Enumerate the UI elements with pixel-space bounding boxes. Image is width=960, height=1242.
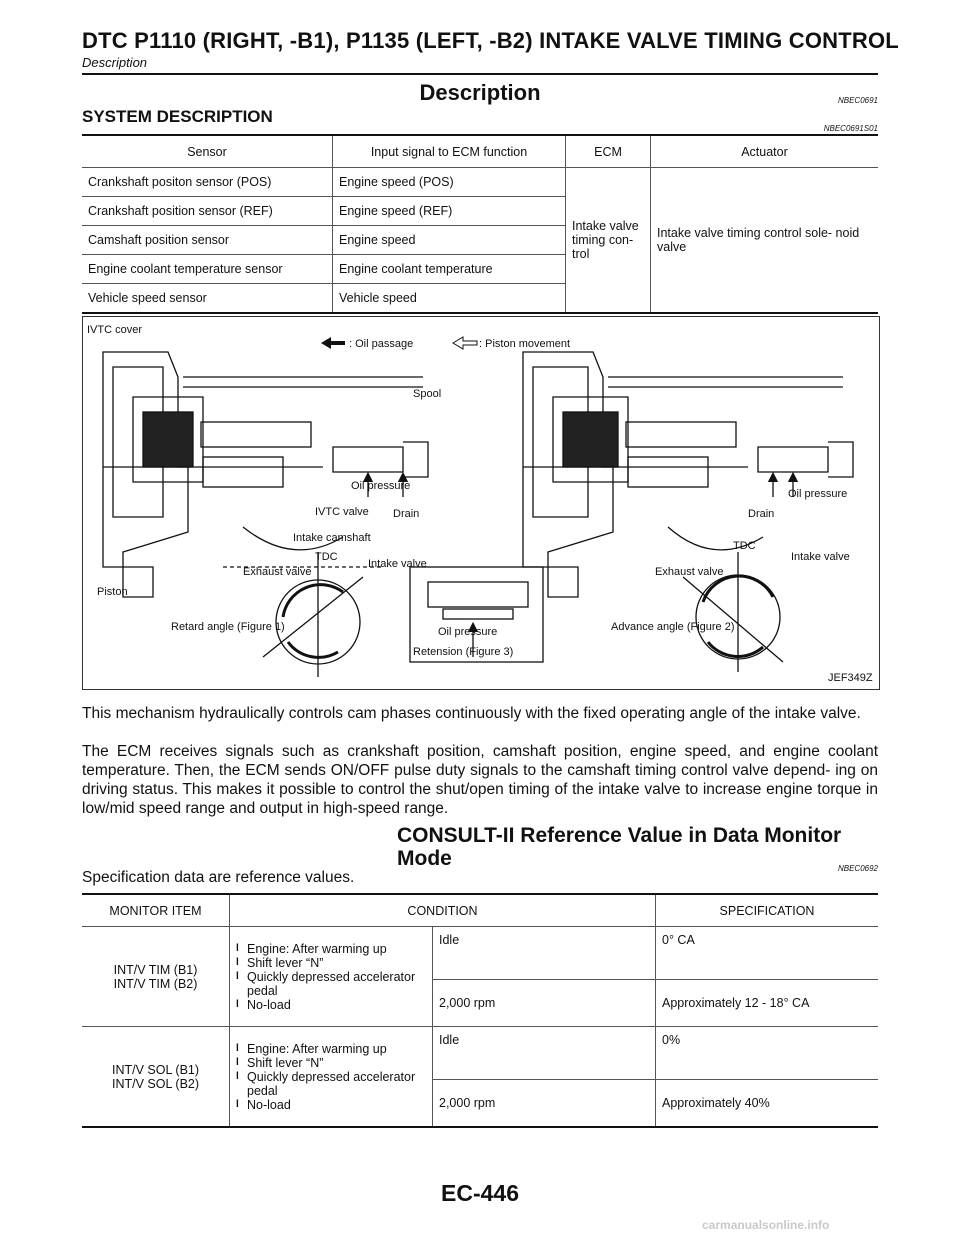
subsection-title: SYSTEM DESCRIPTION	[82, 107, 273, 126]
ivtc-diagram-drawing	[83, 317, 879, 689]
consult-title	[397, 824, 841, 870]
label-spool: Spool	[413, 388, 442, 400]
label-tdc-left: TDC	[315, 551, 338, 563]
monitor-item-b2: INT/V TIM (B2)	[113, 976, 198, 991]
paragraph-2: The ECM receives signals such as crankshaft position, camshaft position, engine speed, and engine coolant temperature. Then, the ECM sends ON/OFF pulse duty signals to the camshaft timing control valve depend- ing on driving status. This makes it possible to control the shut/open timing of the intake valve to increase engine torque in low/mid speed range and output in high-speed range.	[82, 743, 878, 817]
condition-item: l Shift lever “N”	[236, 956, 426, 970]
condition-item: l No-load	[236, 998, 426, 1012]
header-condition: CONDITION	[230, 894, 656, 927]
diagram-id: JEF349Z	[828, 672, 873, 684]
spec-cell: Approximately 40%	[656, 1080, 879, 1128]
section-code: NBEC0691	[837, 96, 878, 105]
label-retard: Retard angle (Figure 1)	[171, 621, 285, 633]
consult-title-line1: CONSULT-II Reference Value in Data Monitor	[397, 824, 842, 847]
header-specification: SPECIFICATION	[656, 894, 879, 927]
label-exhaust-valve-right: Exhaust valve	[655, 566, 724, 578]
label-oil-pressure-mid: Oil pressure	[438, 626, 498, 638]
label-retension: Retension (Figure 3)	[413, 646, 514, 658]
label-ivtc-valve: IVTC valve	[315, 506, 369, 518]
table-row	[82, 1027, 878, 1080]
spec-cell: 0%	[656, 1027, 879, 1080]
label-oil-pressure-right: Oil pressure	[788, 488, 848, 500]
watermark: carmanualsonline.info	[702, 1218, 830, 1232]
header-input: Input signal to ECM function	[333, 135, 566, 168]
subsection-code: NBEC0691S01	[823, 124, 878, 133]
header-monitor-item: MONITOR ITEM	[82, 894, 230, 927]
label-oil-passage: : Oil passage	[349, 338, 414, 350]
condition-item: l Quickly depressed accelerator pedal	[236, 1070, 426, 1098]
paragraph-1: This mechanism hydraulically controls cam phases continuously with the fixed operating angle of the intake valve.	[82, 705, 861, 722]
sensor-cell: Camshaft position sensor	[82, 226, 333, 255]
table-row	[82, 168, 878, 197]
monitor-table	[82, 893, 878, 1128]
sensor-cell: Crankshaft positon sensor (POS)	[82, 168, 333, 197]
label-piston: Piston	[97, 586, 128, 598]
label-exhaust-valve-left: Exhaust valve	[243, 566, 312, 578]
header-rule	[82, 73, 878, 75]
label-tdc-right: TDC	[733, 540, 756, 552]
label-drain-right: Drain	[748, 508, 775, 520]
state-cell: 2,000 rpm	[433, 980, 656, 1027]
condition-item: l Shift lever “N”	[236, 1056, 426, 1070]
label-ivtc-cover: IVTC cover	[87, 324, 143, 336]
table-row	[82, 927, 878, 980]
input-cell: Engine speed	[333, 226, 566, 255]
label-advance: Advance angle (Figure 2)	[611, 621, 735, 633]
monitor-item-b1: INT/V SOL (B1)	[111, 1062, 200, 1077]
monitor-header-row	[82, 894, 878, 927]
sensor-cell: Crankshaft position sensor (REF)	[82, 197, 333, 226]
input-cell: Engine speed (REF)	[333, 197, 566, 226]
ecm-cell: Intake valve timing con- trol	[566, 168, 651, 314]
header-sensor: Sensor	[82, 135, 333, 168]
consult-code: NBEC0692	[837, 864, 878, 873]
sensor-cell: Engine coolant temperature sensor	[82, 255, 333, 284]
monitor-item-cell	[82, 1027, 230, 1128]
monitor-item-b2: INT/V SOL (B2)	[111, 1076, 200, 1091]
condition-item: l Quickly depressed accelerator pedal	[236, 970, 426, 998]
ivtc-diagram	[82, 316, 880, 690]
condition-list	[236, 1042, 426, 1112]
label-intake-valve-left: Intake valve	[368, 558, 427, 570]
input-cell: Engine coolant temperature	[333, 255, 566, 284]
monitor-item-b1: INT/V TIM (B1)	[113, 962, 198, 977]
table-header-row	[82, 135, 878, 168]
label-intake-camshaft: Intake camshaft	[293, 532, 371, 544]
label-oil-pressure-left: Oil pressure	[351, 480, 411, 492]
label-intake-valve-right: Intake valve	[791, 551, 850, 563]
label-drain-left: Drain	[393, 508, 420, 520]
monitor-item-cell	[82, 927, 230, 1027]
input-cell: Vehicle speed	[333, 284, 566, 314]
section-title	[0, 80, 960, 106]
consult-note: Specification data are reference values.	[82, 869, 355, 886]
spec-cell: Approximately 12 - 18° CA	[656, 980, 879, 1027]
spec-cell: 0° CA	[656, 927, 879, 980]
condition-list	[236, 942, 426, 1012]
system-table	[82, 134, 878, 314]
actuator-cell: Intake valve timing control sole- noid valve	[651, 168, 879, 314]
header-actuator: Actuator	[651, 135, 879, 168]
condition-item: l No-load	[236, 1098, 426, 1112]
header-ecm: ECM	[566, 135, 651, 168]
label-piston-movement: : Piston movement	[479, 338, 571, 350]
state-cell: Idle	[433, 1027, 656, 1080]
state-cell: 2,000 rpm	[433, 1080, 656, 1128]
page-header-subtitle: Description	[82, 55, 148, 70]
input-cell: Engine speed (POS)	[333, 168, 566, 197]
condition-item: l Engine: After warming up	[236, 942, 426, 956]
page-number: EC-446	[441, 1180, 519, 1206]
condition-cell	[230, 927, 433, 1027]
sensor-cell: Vehicle speed sensor	[82, 284, 333, 314]
condition-item: l Engine: After warming up	[236, 1042, 426, 1056]
section-title-text: Description	[419, 80, 541, 105]
page-header-title: DTC P1110 (RIGHT, -B1), P1135 (LEFT, -B2) INTAKE VALVE TIMING CONTROL	[82, 28, 899, 53]
state-cell: Idle	[433, 927, 656, 980]
consult-title-line2: Mode	[397, 847, 452, 870]
condition-cell	[230, 1027, 433, 1128]
